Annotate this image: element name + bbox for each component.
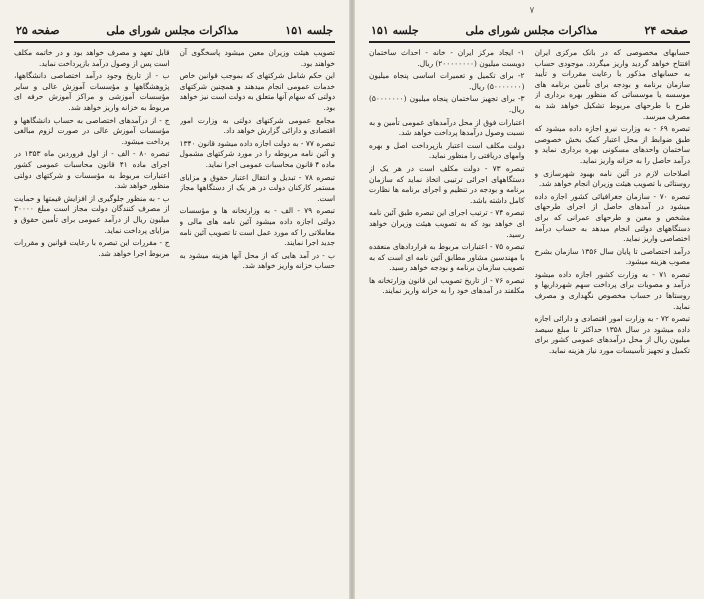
top-page-number: ٧ — [529, 6, 535, 16]
left-page-column-1 — [180, 48, 336, 588]
paragraph: ۲- برای تکمیل و تعمیرات اساسی پنجاه میلیون (۵۰۰۰۰۰۰۰) ریال. — [369, 71, 525, 91]
paragraph: تبصره ۷۸ - تبدیل و انتقال اعتبار حقوق و مزایای مستمر کارکنان دولت در هر یک از دستگاهها مجاز است. — [179, 172, 335, 203]
left-page-header — [14, 8, 335, 43]
paragraph: ب - از تاریخ وجود درآمد اختصاصی دانشگاهها، پژوهشگاهها و مؤسسات آموزش عالی و سایر مؤسسات آموزشی و مراکز آموزش حرفه ای مربوط به خزانه واریز خواهد شد. — [14, 71, 170, 112]
left-page-label: صفحه ۲۵ — [16, 24, 60, 37]
paragraph: تبصره ۸۰ - الف - از اول فروردین ماه ۱۳۵۳ در اجرای ماده ۴۱ قانون محاسبات عمومی کشور اعتبارات مربوط به مؤسسات و شرکتهای دولتی منظور خواهد شد. — [14, 149, 170, 191]
left-page-title: مذاکرات مجلس شورای ملی — [106, 24, 239, 37]
paragraph: تصویب هیئت وزیران معین میشود پاسخگوی آن خواهند بود. — [179, 48, 335, 68]
paragraph: تبصره ۷۵ - اعتبارات مربوط به قراردادهای منعقده با مهندسین مشاور مطابق آئین نامه ای است که به تصویب سازمان برنامه و بودجه خواهد رسید. — [369, 242, 525, 273]
right-page-column-2 — [369, 48, 525, 588]
paragraph: ج - مقررات این تبصره با رعایت قوانین و مقررات مربوط اجرا خواهد شد. — [14, 238, 170, 258]
paragraph: تبصره ۷۰ - سازمان جغرافیائی کشور اجازه داده میشود در آمدهای حاصل از اجرای طرحهای مشخص و معین و طرحهای عمرانی که برای دستگاههای دولتی انجام میدهد به حساب درآمد اختصاصی واریز نماید. — [534, 191, 690, 244]
paragraph: درآمد اختصاصی تا پایان سال ۱۳۵۶ سازمان بشرح مصوب هزینه میشود. — [534, 246, 690, 267]
paragraph: تبصره ۷۷ - به دولت اجازه داده میشود قانون ۱۳۴۰ و آئین نامه مربوطه را در مورد شرکتهای مشمول ماده ۴ قانون محاسبات عمومی اجرا نماید. — [179, 138, 335, 169]
paragraph: دولت مکلف است اعتبار بازپرداخت اصل و بهره وامهای دریافتی را منظور نماید. — [369, 140, 525, 161]
book-gutter — [349, 0, 355, 599]
paragraph: ۱- ایجاد مرکز ایران - خانه - احداث ساختمان دویست میلیون (۲۰۰۰۰۰۰۰۰) ریال. — [369, 48, 525, 68]
paragraph: اعتبارات فوق از محل درآمدهای عمومی تأمین و به نسبت وصول درآمدها پرداخت خواهد شد. — [369, 117, 525, 138]
paragraph: حسابهای مخصوصی که در بانک مرکزی ایران افتتاح خواهد گردید واریز میگردد. موجودی حساب به حسابهای مذکور با رعایت مقررات و تأیید سازمان برنامه و بودجه برای تأمین برنامه های موسسه یا موسساتی که منظور بهره برداری از طرح با طرحهای مربوط تشکیل خواهد شد به مصرف میرسد. — [534, 48, 690, 121]
left-session-label: جلسه ۱۵۱ — [285, 24, 333, 37]
right-page-columns — [369, 48, 690, 588]
paragraph: تبصره ۷۶ - از تاریخ تصویب این قانون وزارتخانه ها مکلفند در آمدهای خود را به خزانه واریز نمایند. — [369, 275, 525, 296]
left-page-column-2 — [14, 48, 170, 588]
paragraph: تبصره ۷۱ - به وزارت کشور اجازه داده میشود درآمد و مصوبات برای پرداخت سهم شهرداریها و روستاها در حساب مخصوص نگهداری و مصرف نماید. — [534, 269, 690, 311]
right-page-title: مذاکرات مجلس شورای ملی — [465, 24, 598, 37]
paragraph: اصلاحات لازم در آئین نامه بهبود شهرسازی و روستائی با تصویب هیئت وزیران انجام خواهد شد. — [534, 168, 690, 189]
right-page-column-1 — [535, 48, 691, 588]
paragraph: تبصره ۶۹ - به وزارت نیرو اجازه داده میشود که طبق ضوابط از محل اعتبار کمک بخش خصوصی ساختمان واحدهای مسکونی بهره برداری نماید و درآمد حاصل را به خزانه واریز نماید. — [534, 124, 690, 165]
right-session-label: جلسه ۱۵۱ — [371, 24, 419, 37]
paragraph: تبصره ۷۹ - الف - به وزارتخانه ها و مؤسسات دولتی اجازه داده میشود آئین نامه های مالی و معاملاتی را که مورد عمل است تا تصویب آئین نامه جدید اجرا نمایند. — [179, 206, 335, 248]
right-page-label: صفحه ۲۴ — [644, 24, 688, 37]
paragraph: ج - از درآمدهای اختصاصی به حساب دانشگاهها و مؤسسات آموزش عالی در صورت لزوم مبالغی پرداخت میشود. — [14, 115, 170, 146]
right-page — [355, 0, 704, 599]
paragraph: مجامع عمومی شرکتهای دولتی به وزارت امور اقتصادی و دارائی گزارش خواهد داد. — [179, 115, 335, 136]
left-page — [0, 0, 349, 599]
paragraph: تبصره ۷۴ - ترتیب اجرای این تبصره طبق آئین نامه ای خواهد بود که به تصویب هیئت وزیران خواهد رسید. — [369, 208, 525, 239]
paragraph: ب - به منظور جلوگیری از افزایش قیمتها و حمایت از مصرف کنندگان دولت مجاز است مبلغ ۳۰۰۰۰ میلیون ریال از درآمد عمومی برای تأمین حقوق و مزایای پرداخت نماید. — [14, 193, 170, 235]
paragraph: قابل تعهد و مصرف خواهد بود و در خاتمه مکلف است پس از وصول درآمد بازپرداخت نماید. — [14, 48, 170, 68]
paragraph: این حکم شامل شرکتهای که بموجب قوانین خاص خدمات عمومی انجام میدهند و همچنین شرکتهای دولتی که سهام آنها متعلق به دولت است نیز خواهد بود. — [179, 71, 335, 112]
paragraph: ب - در آمد هایی که از محل آنها هزینه میشود به حساب خزانه واریز خواهد شد. — [179, 250, 335, 271]
paragraph: تبصره ۷۲ - به وزارت امور اقتصادی و دارائی اجازه داده میشود در سال ۱۳۵۸ حداکثر تا مبلغ سیصد میلیون ریال از محل درآمدهای عمومی کشور برای تکمیل و تجهیز تأسیسات مورد نیاز هزینه نماید. — [534, 314, 690, 356]
paragraph: تبصره ۷۳ - دولت مکلف است در هر یک از دستگاههای اجرائی ترتیبی اتخاذ نماید که سازمان برنامه و بودجه در تنظیم و اجرای برنامه ها نظارت کامل داشته باشد. — [369, 163, 525, 205]
left-page-columns — [14, 48, 335, 588]
paragraph: ۳- برای تجهیز ساختمان پنجاه میلیون (۵۰۰۰۰۰۰۰) ریال. — [369, 94, 525, 114]
